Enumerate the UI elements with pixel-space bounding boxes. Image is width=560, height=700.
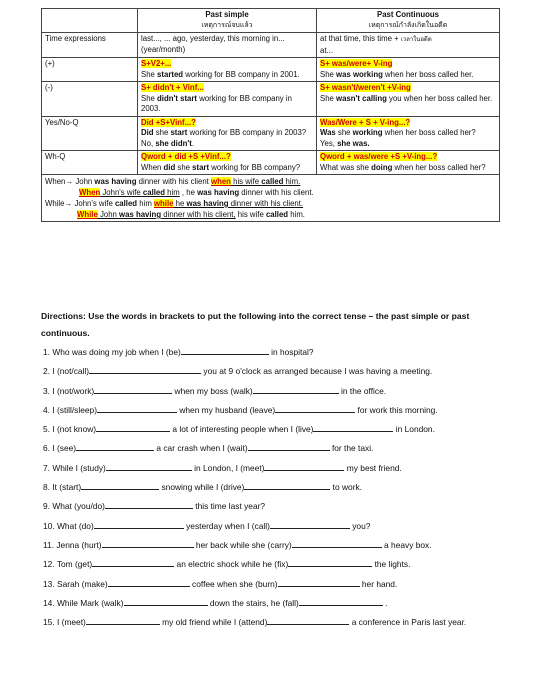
answer-blank[interactable] — [81, 481, 159, 490]
exercise-number: 10. — [43, 520, 57, 531]
yesno-pc-ans-b: she was. — [337, 138, 370, 148]
header-past-continuous-thai: เหตุการณ์กำลังเกิดในอดีต — [368, 21, 448, 29]
answer-blank[interactable] — [181, 346, 269, 355]
ex3-c: called — [114, 199, 138, 208]
yesno-ps-ex-b: she — [153, 128, 171, 137]
answer-blank[interactable] — [124, 597, 208, 606]
exercise-text: While I (study) — [52, 462, 106, 473]
exercise-text: I (meet) — [56, 617, 86, 628]
exercise-text: to work. — [330, 482, 363, 493]
ex1-g: called — [261, 177, 284, 186]
positive-ps-ex-b: started — [157, 69, 184, 79]
header-past-simple-thai: เหตุการณ์จบแล้ว — [201, 21, 253, 29]
ex4-e: his wife — [235, 210, 266, 219]
row-label-yes-no: Yes/No-Q — [42, 116, 138, 151]
row-label-time: Time expressions — [42, 33, 138, 58]
wh-past-continuous — [317, 151, 500, 175]
examples-cell — [42, 175, 500, 222]
exercise-text: a conference in Paris last year. — [349, 617, 467, 628]
answer-blank[interactable] — [106, 462, 192, 471]
yesno-ps-ex-d: working for BB company in 2003? — [187, 128, 307, 137]
exercise-number: 13. — [43, 578, 57, 589]
exercise-text: I (not/call) — [52, 366, 90, 377]
exercise-text: a lot of interesting people when I (live) — [170, 424, 314, 435]
ex1-h: him. — [283, 177, 301, 186]
ex3-h: dinner with his client. — [228, 199, 304, 208]
exercise-text: yesterday when I (call) — [183, 520, 270, 531]
time-pc-a: at that time, this time + — [320, 34, 401, 43]
answer-blank[interactable] — [108, 578, 190, 587]
exercise-text: an electric shock while he (fix) — [174, 559, 289, 570]
header-empty — [42, 9, 138, 33]
answer-blank[interactable] — [264, 462, 344, 471]
wh-ps-ex-d: start — [192, 162, 210, 172]
answer-blank[interactable] — [278, 578, 360, 587]
ex2-a: When — [79, 188, 101, 197]
wh-ps-ex-b: did — [163, 162, 176, 172]
exercise-text: a heavy box. — [381, 539, 432, 550]
positive-past-simple — [138, 58, 317, 82]
yesno-ps-formula: Did +S+Vinf...? — [141, 117, 196, 127]
ex1-b: John — [73, 177, 95, 186]
answer-blank[interactable] — [86, 616, 160, 625]
directions-text: Directions: Use the words in brackets to put the following into the correct tense – the past simple or past continuous. — [41, 311, 470, 338]
exercise-text: What (you/do) — [52, 501, 105, 512]
answer-blank[interactable] — [288, 558, 372, 567]
ex2-d: him — [165, 188, 180, 197]
answer-blank[interactable] — [105, 500, 193, 509]
header-past-continuous-title: Past Continuous — [377, 10, 439, 19]
exercise-text: What (do) — [56, 520, 94, 531]
time-pc-b: at... — [320, 45, 334, 55]
exercise-text: you? — [349, 520, 371, 531]
answer-blank[interactable] — [270, 520, 350, 529]
exercise-item — [43, 577, 533, 596]
exercise-text: in hospital? — [268, 347, 314, 357]
example-line-4 — [45, 209, 496, 220]
negative-pc-formula: S+ wasn't/weren't +V-ing — [320, 83, 411, 92]
time-past-simple: last..., ... ago, yesterday, this morning in...(year/month) — [138, 33, 317, 58]
ex4-a: While — [77, 210, 98, 219]
row-label-positive: (+) — [42, 58, 138, 82]
answer-blank[interactable] — [244, 481, 330, 490]
exercise-item — [43, 538, 533, 557]
time-pc-thai: เวลาในอดีต — [400, 37, 432, 43]
table-header-row — [42, 9, 500, 33]
ex4-f: called — [265, 210, 289, 219]
row-negative — [42, 82, 500, 117]
row-time-expressions — [42, 33, 500, 58]
exercise-text: Jenna (hurt) — [56, 539, 102, 550]
yesno-ps-ans-c: . — [191, 138, 194, 148]
exercise-number: 6. — [43, 443, 53, 454]
exercise-item — [43, 499, 533, 518]
yesno-pc-ex-d: when her boss called her? — [382, 128, 476, 137]
positive-ps-formula: S+V2+... — [141, 59, 172, 68]
exercise-text: snowing while I (drive) — [159, 482, 245, 493]
exercise-item — [43, 519, 533, 538]
exercise-number: 4. — [43, 404, 53, 415]
wh-ps-ex-e: working for BB company? — [209, 162, 301, 172]
negative-ps-formula: S+ didn't + Vinf... — [141, 83, 204, 92]
positive-pc-ex-c: when her boss called her. — [382, 69, 474, 79]
ex2-f: was having — [197, 188, 240, 197]
exercise-text: coffee when she (burn) — [189, 578, 278, 589]
ex3-a: While — [45, 199, 65, 208]
positive-pc-formula: S+ was/were+ V-ing — [320, 59, 393, 68]
exercise-item — [43, 384, 533, 403]
yesno-ps-ex-a: Did — [141, 128, 154, 137]
negative-past-continuous — [317, 82, 500, 117]
ex3-b: John's wife — [72, 199, 115, 208]
time-past-continuous — [317, 33, 500, 58]
example-line-2 — [45, 187, 496, 198]
answer-blank[interactable] — [275, 404, 355, 413]
ex2-g: dinner with his client. — [239, 188, 314, 197]
grammar-table — [41, 8, 500, 222]
exercise-number: 2. — [43, 366, 53, 377]
exercise-text: this time last year? — [192, 501, 266, 512]
negative-past-simple — [138, 82, 317, 117]
header-past-simple — [138, 9, 317, 33]
ex4-d: dinner with his client, — [161, 210, 236, 219]
row-examples — [42, 175, 500, 222]
exercise-text: I (still/sleep) — [52, 404, 97, 415]
wh-ps-ex-a: When — [141, 162, 164, 172]
yesno-pc-ex-c: working — [352, 128, 383, 137]
exercise-item — [43, 364, 533, 383]
ex2-e: , he — [179, 188, 198, 197]
exercise-text: . — [382, 597, 388, 608]
ex3-f: he — [173, 199, 187, 208]
exercise-text: I (not know) — [52, 424, 97, 435]
exercise-number: 11. — [43, 539, 57, 550]
exercise-text: her hand. — [359, 578, 398, 589]
example-line-3 — [45, 198, 496, 209]
row-label-negative: (-) — [42, 82, 138, 117]
exercise-item — [43, 557, 533, 576]
ex3-g: was having — [186, 199, 229, 208]
exercise-number: 5. — [43, 424, 53, 435]
negative-pc-ex-a: She — [320, 93, 337, 103]
wh-ps-ex-c: she — [175, 162, 193, 172]
positive-ps-ex-a: She — [141, 69, 158, 79]
exercise-text: Who was doing my job when I (be) — [52, 347, 181, 357]
wh-past-simple — [138, 151, 317, 175]
exercise-item — [43, 615, 533, 634]
answer-blank[interactable] — [94, 385, 172, 394]
exercise-text: for the taxi. — [329, 443, 374, 454]
exercise-text: in London. — [393, 424, 435, 435]
exercise-text: I (see) — [52, 443, 77, 454]
exercise-text: you at 9 o'clock as arranged because I was having a meeting. — [201, 366, 433, 377]
row-label-wh: Wh-Q — [42, 151, 138, 175]
exercise-item — [43, 461, 533, 480]
yesno-past-simple — [138, 116, 317, 151]
exercise-number: 15. — [43, 617, 57, 628]
exercise-text: Tom (get) — [56, 559, 93, 570]
negative-ps-ex-a: She — [141, 93, 158, 103]
answer-blank[interactable] — [102, 539, 194, 548]
exercise-number: 14. — [43, 597, 57, 608]
yesno-pc-ex-a: Was — [320, 128, 336, 137]
exercise-item — [43, 596, 533, 615]
answer-blank[interactable] — [267, 616, 349, 625]
wh-pc-ex-b: doing — [371, 162, 393, 172]
header-past-simple-title: Past simple — [205, 10, 249, 19]
exercise-item — [43, 345, 533, 364]
exercise-item — [43, 480, 533, 499]
wh-pc-ex-a: What was she — [320, 162, 372, 172]
exercise-item — [43, 403, 533, 422]
arrow-icon: → — [65, 177, 74, 186]
exercise-text: in the office. — [338, 385, 387, 396]
ex2-c: called — [142, 188, 166, 197]
example-line-1 — [45, 176, 496, 187]
exercise-number: 7. — [43, 462, 53, 473]
ex1-a: When — [45, 177, 66, 186]
exercise-text: her back while she (carry) — [193, 539, 292, 550]
ex4-c: was having — [119, 210, 162, 219]
answer-blank[interactable] — [248, 442, 330, 451]
ex1-d: dinner with his client — [136, 177, 211, 186]
yesno-ps-ex-c: start — [170, 128, 188, 137]
negative-ps-ex-b: didn't start — [157, 93, 198, 103]
answer-blank[interactable] — [97, 404, 177, 413]
exercise-text: Sarah (make) — [56, 578, 108, 589]
exercise-text: the lights. — [372, 559, 411, 570]
positive-past-continuous — [317, 58, 500, 82]
ex4-b: John — [97, 210, 120, 219]
positive-pc-ex-a: She — [320, 69, 337, 79]
ex4-g: him. — [288, 210, 305, 219]
ex1-e: when — [211, 177, 231, 186]
exercise-text: for work this morning. — [355, 404, 438, 415]
row-wh-question — [42, 151, 500, 175]
wh-pc-formula: Qword + was/were +S +V-ing...? — [320, 152, 438, 161]
header-past-continuous — [317, 9, 500, 33]
answer-blank[interactable] — [292, 539, 382, 548]
exercise-number: 9. — [43, 501, 53, 512]
exercise-text: a car crash when I (wait) — [154, 443, 248, 454]
exercise-text: when my boss (walk) — [172, 385, 253, 396]
answer-blank[interactable] — [94, 520, 184, 529]
negative-pc-ex-b: wasn't calling — [336, 93, 387, 103]
positive-ps-ex-c: working for BB company in 2001. — [183, 69, 300, 79]
exercise-number: 1. — [43, 347, 53, 357]
exercise-text: I (not/work) — [52, 385, 95, 396]
row-positive — [42, 58, 500, 82]
row-yes-no-question — [42, 116, 500, 151]
exercise-text: down the stairs, he (fall) — [207, 597, 299, 608]
answer-blank[interactable] — [92, 558, 174, 567]
exercise-list — [43, 345, 533, 634]
negative-pc-ex-c: you when her boss called her. — [386, 93, 493, 103]
negative-ps-ex-c: working for BB company in 2003. — [141, 93, 292, 113]
yesno-pc-formula: Was/Were + S + V-ing...? — [320, 117, 411, 127]
answer-blank[interactable] — [76, 442, 154, 451]
answer-blank[interactable] — [313, 423, 393, 432]
yesno-ps-ans-a: No, — [141, 138, 156, 148]
exercise-number: 8. — [43, 482, 53, 493]
exercise-text: my best friend. — [344, 462, 402, 473]
exercise-text: in London, I (meet) — [191, 462, 265, 473]
wh-ps-formula: Qword + did +S +Vinf...? — [141, 152, 231, 161]
exercise-item — [43, 422, 533, 441]
ex3-e: while — [153, 199, 174, 208]
exercise-number: 3. — [43, 385, 53, 396]
exercise-text: when my husband (leave) — [177, 404, 276, 415]
exercise-text: my old friend while I (attend) — [159, 617, 268, 628]
yesno-pc-ans-a: Yes, — [320, 138, 338, 148]
positive-pc-ex-b: was working — [336, 69, 383, 79]
exercise-text: While Mark (walk) — [56, 597, 124, 608]
arrow-icon: → — [64, 199, 73, 208]
exercise-number: 12. — [43, 559, 57, 570]
yesno-pc-ex-b: she — [335, 128, 353, 137]
ex3-d: him — [137, 199, 154, 208]
answer-blank[interactable] — [253, 385, 339, 394]
yesno-ps-ans-b: she didn't — [155, 138, 192, 148]
wh-pc-ex-c: when her boss called her? — [392, 162, 486, 172]
ex2-b: John's wife — [100, 188, 143, 197]
answer-blank[interactable] — [89, 365, 201, 374]
ex1-f: his wife — [230, 177, 262, 186]
exercise-item — [43, 441, 533, 460]
answer-blank[interactable] — [96, 423, 170, 432]
ex1-c: was having — [94, 177, 137, 186]
yesno-past-continuous — [317, 116, 500, 151]
answer-blank[interactable] — [299, 597, 383, 606]
exercise-text: It (start) — [52, 482, 82, 493]
